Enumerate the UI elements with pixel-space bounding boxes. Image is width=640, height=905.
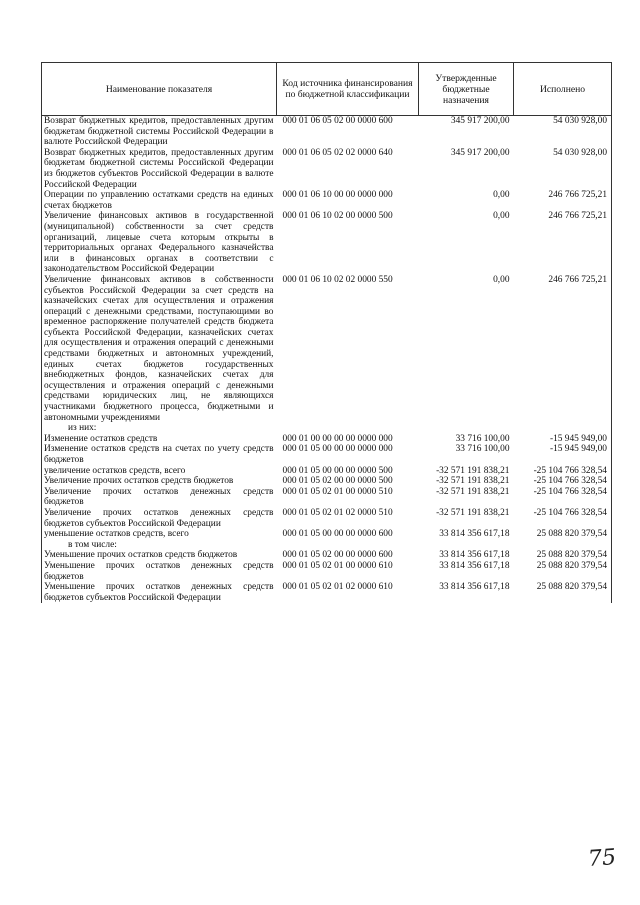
table-row: [42, 211, 612, 275]
table-row: [42, 550, 612, 561]
row-approved: 33 814 356 617,18: [439, 529, 510, 540]
table-row: [42, 275, 612, 423]
row-name: увеличение остатков средств, всего: [42, 466, 277, 477]
row-executed: [514, 540, 612, 551]
header-code: Код источника финансирования по бюджетной классификации: [277, 63, 419, 116]
row-executed: [514, 423, 612, 434]
row-approved: [419, 423, 514, 434]
row-approved: 0,00: [493, 211, 510, 222]
table-row: [42, 116, 612, 148]
row-code: 000 01 06 05 02 00 0000 600: [282, 116, 393, 126]
table-body: [42, 116, 612, 604]
row-approved: 33 716 100,00: [455, 444, 510, 455]
row-approved: 33 814 356 617,18: [439, 560, 510, 571]
table-row: [42, 190, 612, 211]
page-number: 75: [587, 845, 617, 872]
table-row: [42, 582, 612, 603]
row-code: 000 01 05 00 00 00 0000 500: [282, 465, 393, 476]
row-executed: 25 088 820 379,54: [514, 561, 612, 582]
row-name: Уменьшение прочих остатков денежных средств бюджетов: [42, 561, 277, 582]
row-approved: -32 571 191 838,21: [436, 465, 510, 476]
table-row: [42, 529, 612, 540]
row-code: 000 01 06 10 02 00 0000 500: [282, 211, 393, 222]
row-executed: 246 766 725,21: [514, 211, 612, 275]
table-row: [42, 466, 612, 477]
table-row: [42, 508, 612, 529]
table-header: [42, 63, 612, 116]
row-name: Увеличение прочих остатков средств бюджетов: [42, 476, 277, 487]
row-code: 000 01 05 02 00 00 0000 500: [282, 476, 393, 487]
row-approved: 345 917 200,00: [450, 116, 510, 126]
row-name: Возврат бюджетных кредитов, предоставленных другим бюджетам бюджетной системы Российской Федерации в валюте Российской Федерации: [42, 116, 277, 148]
row-name: из них:: [42, 423, 277, 434]
table-row: [42, 148, 612, 190]
row-code: 000 01 05 02 01 02 0000 510: [282, 507, 393, 518]
row-name: Изменение остатков средств: [42, 434, 277, 445]
row-code: 000 01 05 02 01 02 0000 610: [282, 582, 393, 593]
row-executed: 25 088 820 379,54: [514, 550, 612, 561]
table-row: [42, 423, 612, 434]
header-approved: Утвержденные бюджетные назначения: [419, 63, 514, 116]
row-code: [277, 540, 419, 551]
row-code: 000 01 06 05 02 02 0000 640: [282, 147, 393, 158]
table-row: [42, 476, 612, 487]
table-row: [42, 540, 612, 551]
row-executed: 25 088 820 379,54: [514, 582, 612, 603]
row-code: 000 01 05 00 00 00 0000 000: [282, 444, 393, 455]
row-code: 000 01 06 10 00 00 0000 000: [282, 190, 393, 201]
row-approved: -32 571 191 838,21: [436, 476, 510, 487]
row-executed: 246 766 725,21: [514, 275, 612, 423]
row-name: Уменьшение прочих остатков средств бюджетов: [42, 550, 277, 561]
row-approved: -32 571 191 838,21: [436, 486, 510, 497]
row-executed: -25 104 766 328,54: [514, 476, 612, 487]
row-executed: -25 104 766 328,54: [514, 508, 612, 529]
row-code: 000 01 06 10 02 02 0000 550: [282, 274, 393, 285]
row-name: Возврат бюджетных кредитов, предоставленных другим бюджетам бюджетной системы Российской Федерации из бюджетов субъектов Российской Федерации в валюте Российской Федерации: [42, 148, 277, 190]
row-approved: -32 571 191 838,21: [436, 507, 510, 518]
row-executed: -25 104 766 328,54: [514, 487, 612, 508]
row-code: 000 01 05 00 00 00 0000 600: [282, 529, 393, 540]
header-name: Наименование показателя: [42, 63, 277, 116]
table-row: [42, 434, 612, 445]
row-code: 000 01 05 02 01 00 0000 510: [282, 486, 393, 497]
row-approved: 33 716 100,00: [455, 433, 510, 444]
row-name: Увеличение финансовых активов в собственности субъектов Российской Федерации за счет средств на казначейских счетах для осуществления и отражения операций с денежными средствами, поступающими во временное распоряжение получателей средств бюджета субъекта Российской Федерации, казначейских счетах для осуществления и отражения операций с денежными средствами бюджетных и автономных учреждений, единых счетах бюджетов государственных внебюджетных фондов, казначейских счетах для осуществления и отражения операций с денежными средствами юридических лиц, не являющихся участниками бюджетного процесса, бюджетными и автономными учреждениями: [42, 275, 277, 423]
header-executed: Исполнено: [514, 63, 612, 116]
row-executed: 25 088 820 379,54: [514, 529, 612, 540]
table-row: [42, 444, 612, 465]
row-approved: 0,00: [493, 274, 510, 285]
row-approved: 345 917 200,00: [450, 147, 510, 158]
row-name: Увеличение прочих остатков денежных средств бюджетов субъектов Российской Федерации: [42, 508, 277, 529]
row-executed: 246 766 725,21: [514, 190, 612, 211]
row-name: Изменение остатков средств на счетах по учету средств бюджетов: [42, 444, 277, 465]
row-approved: [419, 540, 514, 551]
row-code: [277, 423, 419, 434]
financing-sources-table: [41, 62, 612, 603]
row-approved: 33 814 356 617,18: [439, 582, 510, 593]
row-name: Увеличение финансовых активов в государственной (муниципальной) собственности за счет средств организаций, лицевые счета которым открыты в территориальных органах Федерального казначейства или в финансовых органах в соответствии с законодательством Российской Федерации: [42, 211, 277, 275]
row-code: 000 01 00 00 00 00 0000 000: [282, 433, 393, 444]
table-row: [42, 561, 612, 582]
row-name: Уменьшение прочих остатков денежных средств бюджетов субъектов Российской Федерации: [42, 582, 277, 603]
row-executed: -25 104 766 328,54: [514, 466, 612, 477]
row-name: в том числе:: [42, 540, 277, 551]
table-row: [42, 487, 612, 508]
row-executed: -15 945 949,00: [514, 444, 612, 465]
row-approved: 33 814 356 617,18: [439, 550, 510, 561]
row-executed: 54 030 928,00: [514, 116, 612, 148]
row-name: уменьшение остатков средств, всего: [42, 529, 277, 540]
row-executed: -15 945 949,00: [514, 434, 612, 445]
row-executed: 54 030 928,00: [514, 148, 612, 190]
row-name: Увеличение прочих остатков денежных средств бюджетов: [42, 487, 277, 508]
row-code: 000 01 05 02 01 00 0000 610: [282, 560, 393, 571]
row-name: Операции по управлению остатками средств на единых счетах бюджетов: [42, 190, 277, 211]
row-approved: 0,00: [493, 190, 510, 201]
row-code: 000 01 05 02 00 00 0000 600: [282, 550, 393, 561]
